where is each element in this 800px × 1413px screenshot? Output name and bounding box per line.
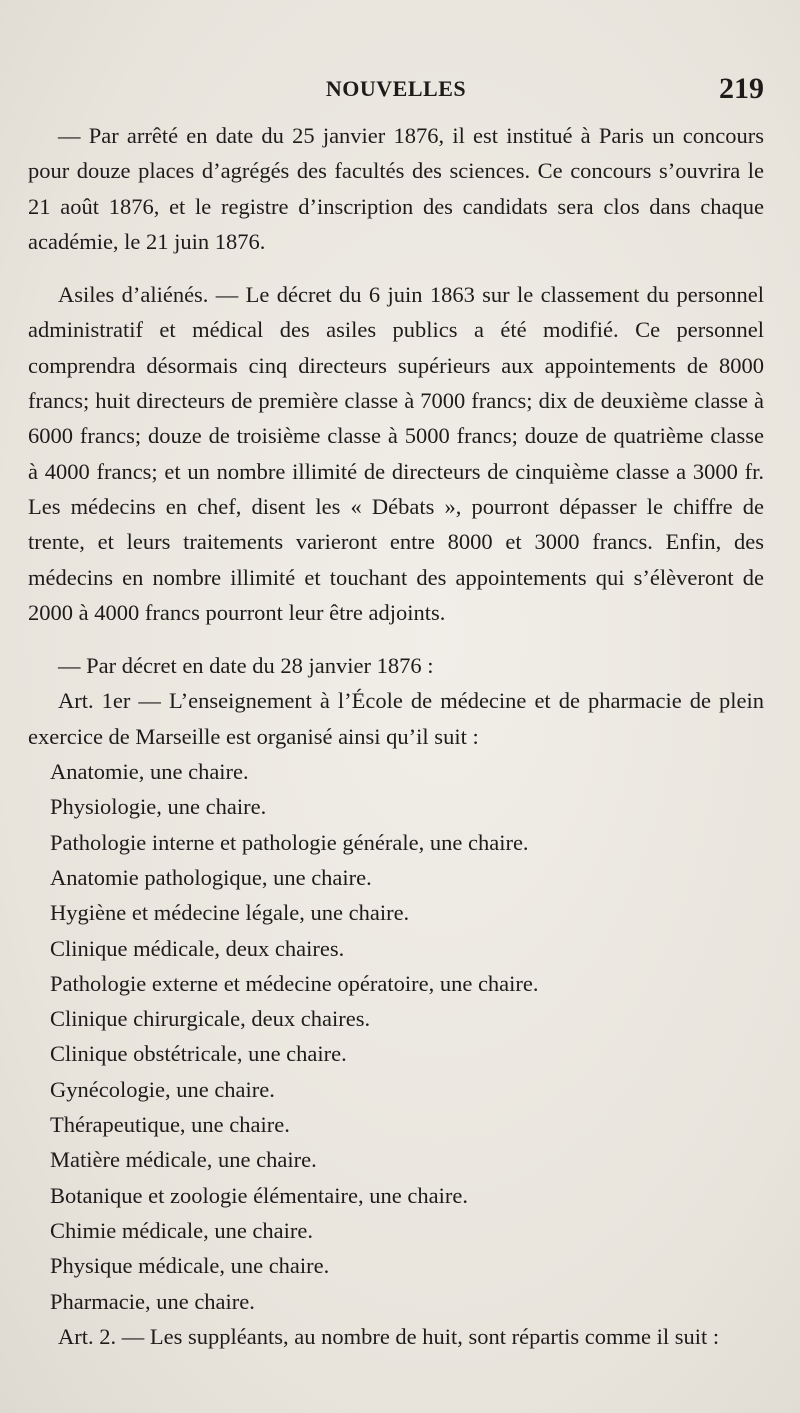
list-item: Botanique et zoologie élémentaire, une chaire. xyxy=(50,1182,468,1208)
list-item: Thérapeutique, une chaire. xyxy=(50,1112,290,1138)
paragraph-decret: — Par décret en date du 28 janvier 1876 : xyxy=(58,653,434,679)
section-title: NOUVELLES xyxy=(325,76,467,101)
paragraph-asiles: Asiles d’aliénés. — Le décret du 6 juin 1863 sur le classement du personnel administratif et médical des asiles publics a été modifié. Ce personnel comprendra désormais cinq directeurs supérieurs aux appointements de 8000 francs; huit directeurs de première classe à 7000 francs; dix de deuxième classe à 6000 francs; douze de troisième classe à 5000 francs; douze de quatrième classe à 4000 francs; et un nombre illimité de directeurs de cinquième classe a 3000 fr. Les médecins en chef, disent les « Débats », pourront dépasser le chiffre de trente, et leurs traitements varieront entre 8000 et 3000 francs. Enfin, des médecins en nombre illimité et touchant des appointements qui s’élèveront de 2000 à 4000 francs pourront leur être adjoints. xyxy=(28,282,764,625)
list-item: Pharmacie, une chaire. xyxy=(50,1288,255,1314)
list-item: Clinique chirurgicale, deux chaires. xyxy=(50,1006,371,1032)
list-item: Matière médicale, une chaire. xyxy=(50,1147,317,1173)
running-head xyxy=(28,72,764,112)
list-item: Pathologie interne et pathologie générale, une chaire. xyxy=(50,829,529,855)
paragraph-article-2: Art. 2. — Les suppléants, au nombre de huit, sont répartis comme il suit : xyxy=(58,1323,720,1349)
list-item: Anatomie, une chaire. xyxy=(50,759,249,785)
list-item: Physique médicale, une chaire. xyxy=(50,1253,330,1279)
list-item: Hygiène et médecine légale, une chaire. xyxy=(50,900,410,926)
list-item: Physiologie, une chaire. xyxy=(50,794,267,820)
chairs-list xyxy=(28,754,764,1319)
list-item: Clinique obstétricale, une chaire. xyxy=(50,1041,347,1067)
list-item: Clinique médicale, deux chaires. xyxy=(50,935,345,961)
paragraph-article-1: Art. 1er — L’enseignement à l’École de médecine et de pharmacie de plein exercice de Marseille est organisé ainsi qu’il suit : xyxy=(28,688,764,749)
list-item: Gynécologie, une chaire. xyxy=(50,1076,275,1102)
list-item: Anatomie pathologique, une chaire. xyxy=(50,864,372,890)
list-item: Pathologie externe et médecine opératoire, une chaire. xyxy=(50,970,539,996)
page-number: 219 xyxy=(719,72,764,105)
paragraph-concours: — Par arrêté en date du 25 janvier 1876, il est institué à Paris un concours pour douze places d’agrégés des facultés des sciences. Ce concours s’ouvrira le 21 août 1876, et le registre d’inscription des candidats sera clos dans chaque académie, le 21 juin 1876. xyxy=(28,123,764,254)
list-item: Chimie médicale, une chaire. xyxy=(50,1217,314,1243)
